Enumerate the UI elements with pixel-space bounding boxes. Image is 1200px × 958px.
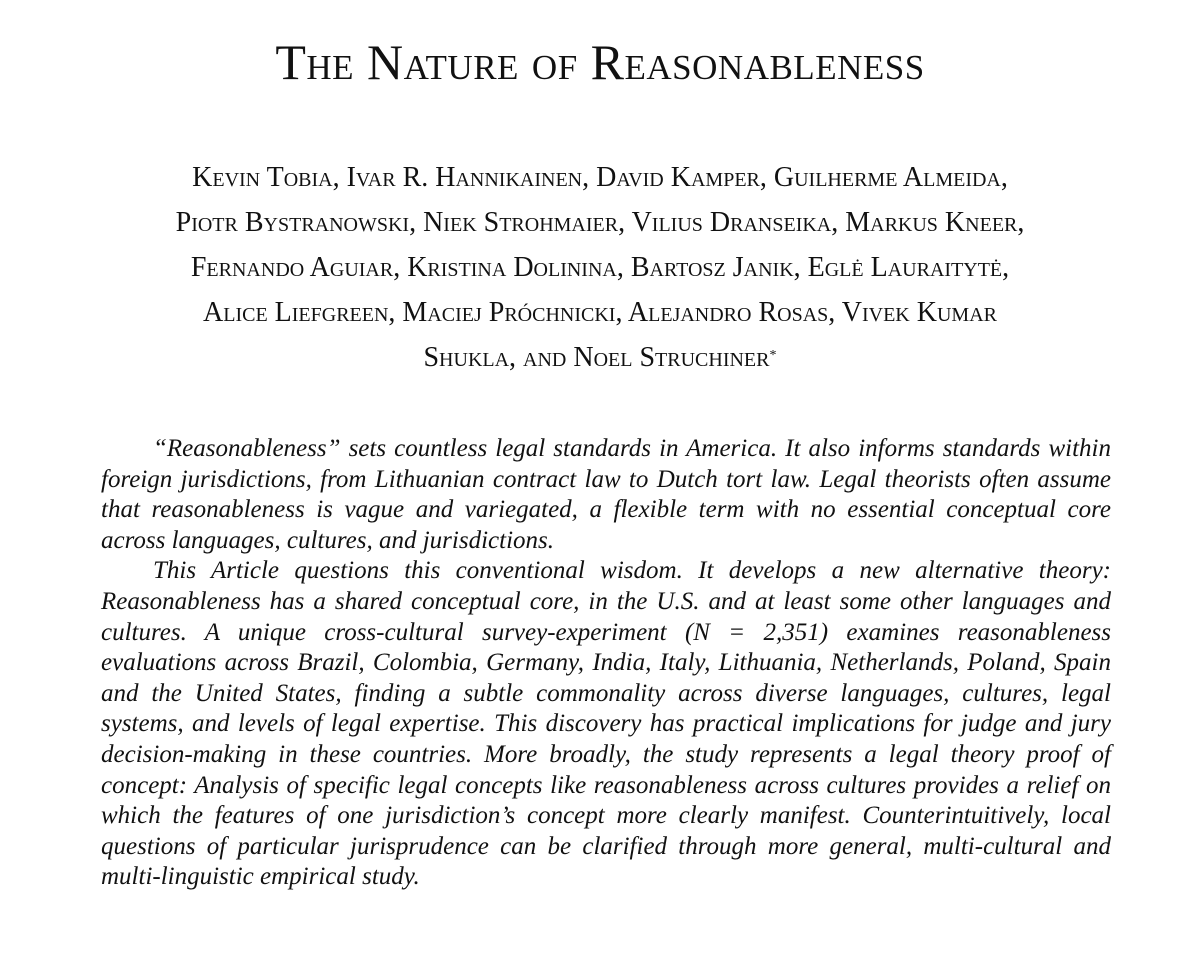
paper-title: The Nature of Reasonableness bbox=[275, 34, 925, 90]
author-line: Alice Liefgreen, Maciej Próchnicki, Alejandro Rosas, Vivek Kumar bbox=[203, 297, 997, 328]
abstract-paragraph: “Reasonableness” sets countless legal standards in America. It also informs standards within foreign jurisdictions, from Lithuanian contract law to Dutch tort law. Legal theorists often assume that reasonableness is vague and variegated, a flexible term with no essential conceptual core across languages, cultures, and jurisdictions. bbox=[101, 435, 1111, 554]
abstract bbox=[101, 434, 1111, 893]
author-line: Kevin Tobia, Ivar R. Hannikainen, David Kamper, Guilherme Almeida, bbox=[192, 162, 1008, 193]
author-line: Shukla, and Noel Struchiner bbox=[423, 342, 770, 373]
author-line-last bbox=[40, 335, 1160, 380]
abstract-paragraph: This Article questions this conventional wisdom. It develops a new alternative theory: Reasonableness has a shared conceptual core, in the U.S. and at least some other languages and cultures. A unique cross-cultural survey-experiment (N = 2,351) examines reasonableness evaluations across Brazil, Colombia, Germany, India, Italy, Lithuania, Netherlands, Poland, Spain and the United States, finding a subtle commonality across diverse languages, cultures, legal systems, and levels of legal expertise. This discovery has practical implications for judge and jury decision-making in these countries. More broadly, the study represents a legal theory proof of concept: Analysis of specific legal concepts like reasonableness across cultures provides a relief on which the features of one jurisdiction’s concept more clearly manifest. Counterintuitively, local questions of particular jurisprudence can be clarified through more general, multi-cultural and multi-linguistic empirical study. bbox=[101, 557, 1111, 891]
author-list bbox=[40, 155, 1160, 380]
footnote-marker[interactable]: * bbox=[769, 348, 777, 363]
author-line: Fernando Aguiar, Kristina Dolinina, Bartosz Janik, Eglė Lauraitytė, bbox=[190, 252, 1010, 283]
author-line: Piotr Bystranowski, Niek Strohmaier, Vilius Dranseika, Markus Kneer, bbox=[175, 207, 1025, 238]
